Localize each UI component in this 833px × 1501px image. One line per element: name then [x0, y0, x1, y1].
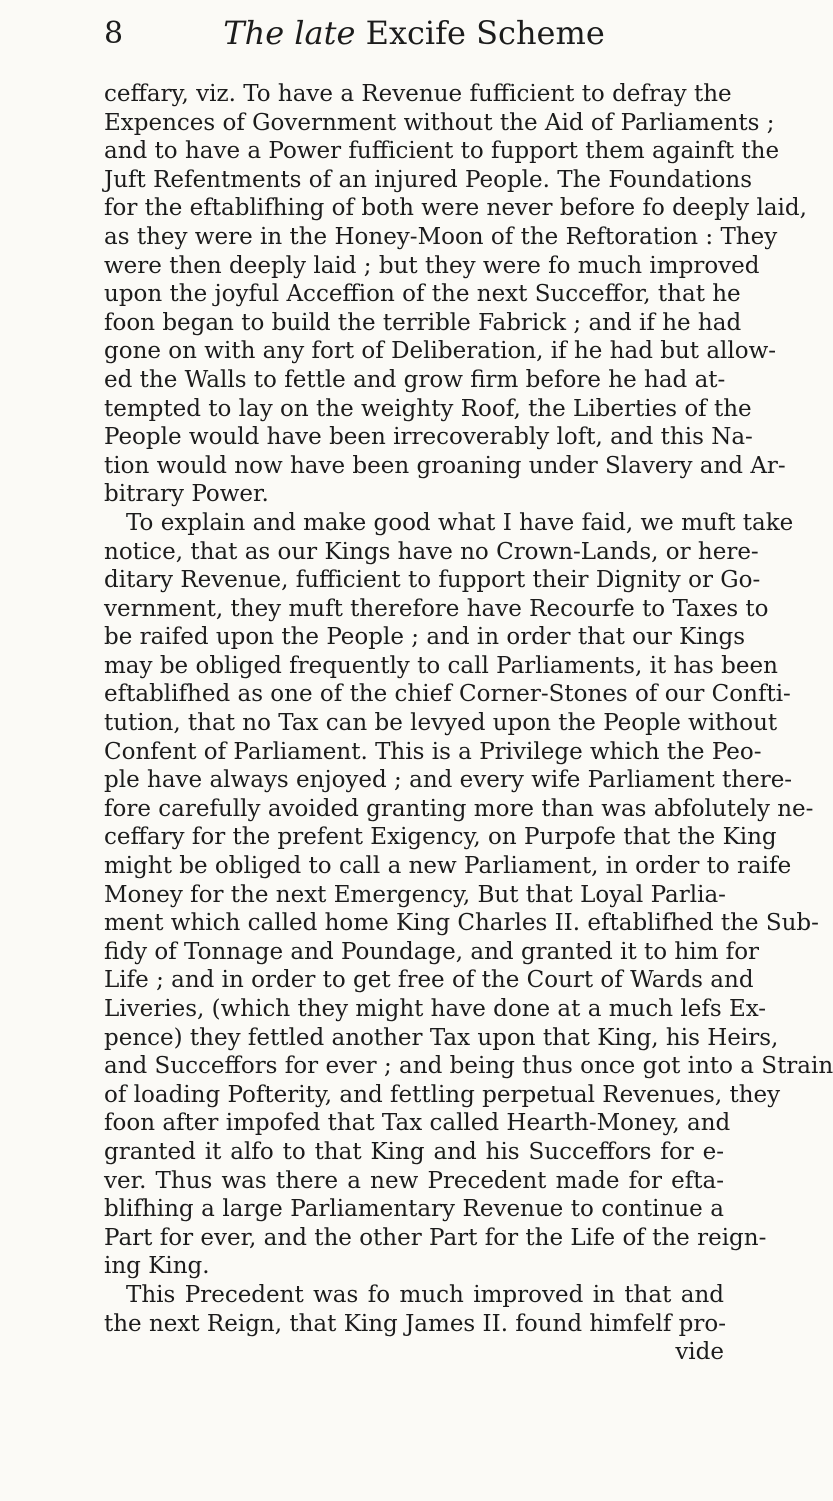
running-title	[104, 14, 724, 52]
body-text	[104, 80, 833, 1367]
text-line: ceffary, viz. To have a Revenue fufficient to defray the	[104, 81, 732, 107]
text-line: tempted to lay on the weighty Roof, the Liberties of the	[104, 395, 752, 422]
text-line: gone on with any fort of Deliberation, if he had but allow-	[104, 338, 777, 365]
text-line: foon began to build the terrible Fabrick ; and if he had	[104, 309, 742, 336]
text-line: of loading Pofterity, and fettling perpetual Revenues, they	[104, 1081, 781, 1108]
text-line: for the eftablifhing of both were never before fo deeply laid,	[104, 195, 807, 222]
text-line: ceffary for the prefent Exigency, on Purpofe that the King	[104, 824, 777, 851]
text-line: tution, that no Tax can be levyed upon the People without	[104, 710, 778, 737]
text-line: Money for the next Emergency, But that Loyal Parlia-	[104, 881, 726, 908]
text-line: This Precedent was fo much improved in that and	[126, 1281, 724, 1308]
text-line: Liveries, (which they might have done at a much lefs Ex-	[104, 996, 767, 1022]
running-title-rest: Excife Scheme	[365, 14, 605, 52]
text-line: ditary Revenue, fufficient to fupport their Dignity or Go-	[104, 567, 761, 594]
text-line: fore carefully avoided granting more than was abfolutely ne-	[104, 795, 814, 822]
running-title-italic: The late	[223, 14, 356, 52]
text-line: ment which called home King Charles II. eftablifhed the Sub-	[104, 910, 819, 937]
text-line: Confent of Parliament. This is a Privilege which the Peo-	[104, 738, 762, 765]
text-line: fidy of Tonnage and Poundage, and granted it to him for	[104, 938, 760, 965]
text-line: ver. Thus was there a new Precedent made for efta-	[104, 1167, 724, 1194]
text-line: Part for ever, and the other Part for the Life of the reign-	[104, 1224, 767, 1251]
running-header	[104, 14, 724, 64]
text-line: ple have always enjoyed ; and every wife Parliament there-	[104, 767, 793, 794]
text-line: People would have been irrecoverably loft, and this Na-	[104, 424, 753, 451]
text-line: Juft Refentments of an injured People. The Foundations	[104, 166, 753, 193]
text-line: vide	[675, 1339, 724, 1366]
text-line: notice, that as our Kings have no Crown-Lands, or here-	[104, 538, 759, 565]
text-line: tion would now have been groaning under Slavery and Ar-	[104, 452, 786, 479]
text-line: and to have a Power fufficient to fupport them againft the	[104, 138, 780, 165]
text-line: be raifed upon the People ; and in order that our Kings	[104, 624, 746, 651]
text-line: granted it alfo to that King and his Succeffors for e-	[104, 1138, 724, 1165]
text-line: ed the Walls to fettle and grow firm before he had at-	[104, 366, 726, 393]
text-line: as they were in the Honey-Moon of the Reftoration : They	[104, 223, 778, 250]
text-line: eftablifhed as one of the chief Corner-Stones of our Confti-	[104, 681, 791, 708]
text-line: foon after impofed that Tax called Hearth-Money, and	[104, 1110, 731, 1137]
text-line: and Succeffors for ever ; and being thus once got into a Strain	[104, 1053, 833, 1080]
text-line: bitrary Power.	[104, 481, 269, 508]
page-number: 8	[104, 16, 124, 51]
text-line: vernment, they muft therefore have Recourfe to Taxes to	[104, 595, 769, 622]
text-line: Life ; and in order to get free of the Court of Wards and	[104, 967, 754, 994]
text-line: were then deeply laid ; but they were fo much improved	[104, 252, 760, 279]
text-line: may be obliged frequently to call Parliaments, it has been	[104, 652, 778, 679]
text-line: To explain and make good what I have faid, we muft take	[126, 509, 794, 536]
text-line: pence) they fettled another Tax upon that King, his Heirs,	[104, 1024, 779, 1051]
text-line: might be obliged to call a new Parliament, in order to raife	[104, 853, 792, 880]
text-line: upon the joyful Acceffion of the next Succeffor, that he	[104, 281, 741, 308]
text-line: blifhing a large Parliamentary Revenue to continue a	[104, 1196, 724, 1223]
text-line: the next Reign, that King James II. found himfelf pro-	[104, 1310, 726, 1337]
text-line: Expences of Government without the Aid of Parliaments ;	[104, 109, 775, 136]
text-line: ing King.	[104, 1253, 210, 1280]
